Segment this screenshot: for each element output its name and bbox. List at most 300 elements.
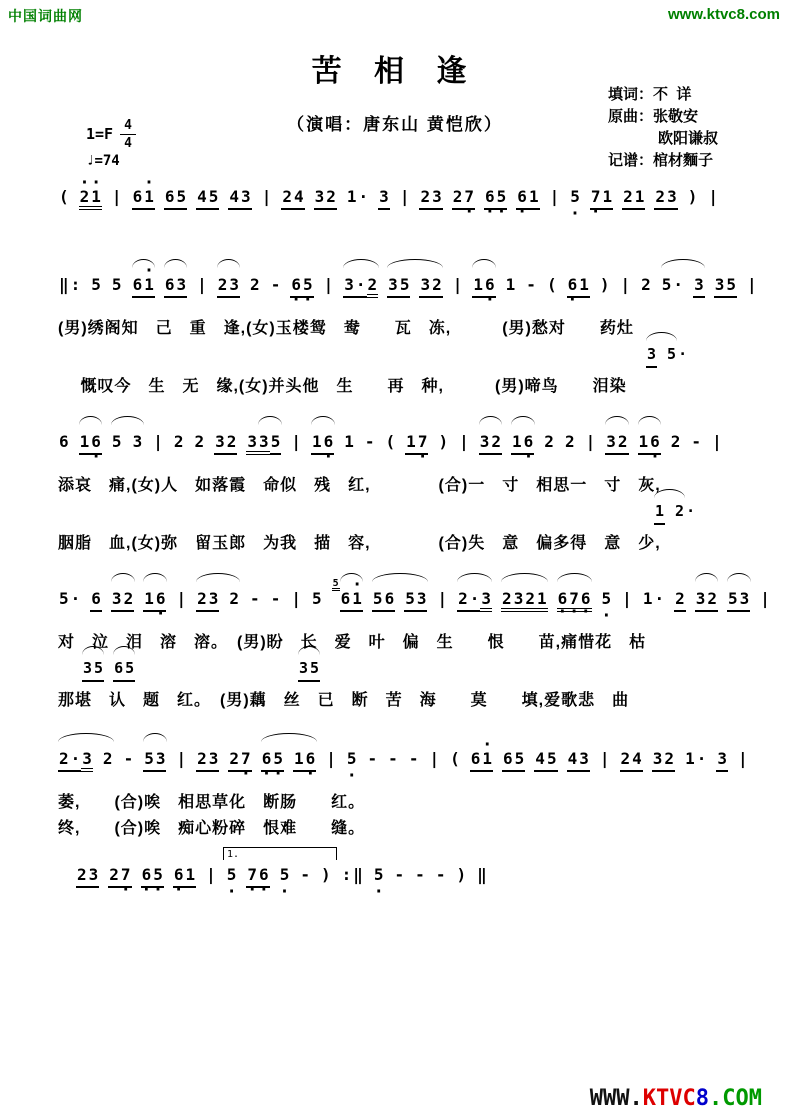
- note-cell: -: [270, 589, 281, 608]
- slur-arc: [164, 259, 187, 268]
- notation-line: [58, 848, 758, 902]
- note-gap: [470, 431, 479, 455]
- barline: |: [176, 589, 187, 608]
- note-cell: -: [435, 865, 446, 884]
- note-gap: [555, 431, 564, 455]
- footer-ktvc: KTVC: [642, 1086, 696, 1111]
- note-cell: 2: [229, 589, 240, 608]
- note-gap: [155, 186, 164, 210]
- note-gap: [576, 431, 585, 455]
- note-cell: 3: [714, 274, 726, 298]
- site-url-link[interactable]: www.ktvc8.com: [668, 6, 780, 23]
- lyrics-line-verse2: 那堪 认 题 红。 (男)藕 丝 已 断 苦 海 莫 填,爱歌悲 曲: [58, 692, 630, 709]
- footer-watermark[interactable]: [590, 1086, 762, 1111]
- note-cell: 5 ·: [272, 748, 284, 772]
- note-gap: [581, 186, 590, 210]
- note-cell: 3: [378, 186, 390, 210]
- notation-line: [58, 572, 770, 626]
- lyrics-line-verse1: 萎, (合)唉 相思草化 断肠 红。: [58, 794, 366, 811]
- credit-line: 原曲：张敬安: [608, 108, 699, 125]
- note-cell: 5 ·: [346, 748, 358, 772]
- note-cell: 5 ·: [279, 864, 291, 888]
- note-cell: 2: [564, 432, 575, 451]
- slur-arc: [501, 573, 548, 582]
- note-cell: 2: [196, 748, 208, 772]
- note-gap: [302, 588, 311, 612]
- note-gap: [705, 274, 714, 298]
- note-gap: [311, 864, 320, 888]
- note-gap: [446, 864, 455, 888]
- note-gap: [70, 186, 79, 210]
- slur-arc: [111, 416, 144, 425]
- slur-arc: [111, 573, 135, 582]
- tempo-value: =74: [94, 153, 120, 169]
- music-system-6: [58, 848, 758, 902]
- note-gap: [718, 588, 727, 612]
- note-cell: -: [364, 432, 375, 451]
- note-cell: 2: [58, 748, 70, 772]
- note-cell: 2: [217, 274, 229, 298]
- music-system-2: [58, 258, 758, 396]
- note-cell: 4: [293, 186, 305, 210]
- note-gap: [707, 748, 716, 772]
- note-cell: 2: [250, 275, 260, 294]
- alternate-notes-snippet: [654, 489, 696, 525]
- barline: |: [622, 589, 632, 608]
- note-gap: [525, 748, 534, 772]
- note-gap: [378, 274, 387, 298]
- barline: |: [437, 589, 448, 608]
- note-cell: 1: [578, 274, 590, 298]
- alternate-notes-row: [58, 495, 758, 527]
- note-cell: ·: [358, 187, 369, 206]
- note-gap: [102, 274, 111, 298]
- time-signature: [120, 118, 136, 150]
- note-gap: [652, 274, 661, 298]
- note-cell: · 2: [79, 186, 91, 210]
- quarter-note-icon: ♩: [86, 153, 95, 169]
- note-cell: ·: [678, 345, 688, 363]
- slur-arc: [258, 416, 282, 425]
- note-cell: 5 ·: [601, 588, 613, 612]
- note-gap: [463, 274, 472, 298]
- note-cell: 5: [661, 275, 672, 294]
- note-cell: 2: [431, 274, 443, 298]
- note-gap: [507, 186, 516, 210]
- note-cell: 3: [132, 432, 143, 451]
- note-cell: 3: [513, 588, 525, 612]
- note-cell: 2: [670, 432, 681, 451]
- note-gap: [702, 431, 711, 455]
- note-gap: [369, 186, 378, 210]
- slur-arc: [479, 416, 502, 425]
- note-gap: [184, 431, 193, 455]
- slur-arc: [727, 573, 751, 582]
- note-cell: 6 ·: [516, 186, 528, 210]
- note-cell: 3: [480, 588, 492, 612]
- slur-arc: [638, 416, 661, 425]
- barline: ‖: [353, 865, 363, 884]
- footer-www: WWW.: [589, 1086, 643, 1111]
- note-cell: 3: [240, 186, 252, 210]
- note-cell: 6 ·: [557, 588, 569, 612]
- note-cell: ·: [70, 589, 81, 608]
- time-signature-numerator: 4: [120, 118, 136, 135]
- note-cell: :: [70, 275, 81, 294]
- note-gap: [123, 431, 132, 455]
- note-gap: [410, 186, 419, 210]
- note-cell: 3: [695, 588, 707, 612]
- note-gap: [684, 274, 693, 298]
- slur-arc: [58, 733, 114, 742]
- note-cell: 2: [108, 864, 120, 888]
- note-cell: 5: [546, 748, 558, 772]
- note-cell: 5 ·: [302, 274, 314, 298]
- note-cell: 3: [343, 274, 355, 298]
- note-cell: ): [687, 187, 698, 206]
- note-cell: 3: [431, 186, 443, 210]
- music-system-3: [58, 415, 758, 553]
- note-cell: -: [691, 432, 702, 451]
- note-gap: [187, 748, 196, 772]
- note-cell: 2: [281, 186, 293, 210]
- note-cell: 7 ·: [568, 588, 580, 612]
- note-gap: [633, 588, 642, 612]
- note-cell: 2: [490, 431, 502, 455]
- slur-arc: [343, 259, 379, 268]
- note-gap: [665, 588, 674, 612]
- alternate-notes-snippet: [298, 646, 320, 682]
- note-gap: [376, 431, 385, 455]
- key-signature: 1=F: [86, 125, 114, 143]
- note-cell: ·: [469, 588, 481, 612]
- note-cell: 6 ·: [323, 431, 335, 455]
- note-cell: 2: [123, 588, 135, 612]
- note-gap: [281, 274, 290, 298]
- note-gap: [123, 274, 132, 298]
- barline: |: [429, 749, 440, 768]
- slur-arc: [605, 416, 629, 425]
- music-system-1: [58, 170, 758, 224]
- song-performers: （演唱：唐东山 黄恺欣）: [287, 115, 503, 134]
- note-cell: 3: [739, 588, 751, 612]
- note-gap: [284, 748, 293, 772]
- note-cell: 1: [346, 187, 357, 206]
- slur-arc: [646, 332, 677, 341]
- lyrics-line-verse2: 终, (合)唉 痴心粉碎 恨难 缝。: [58, 820, 366, 837]
- note-gap: [67, 864, 76, 888]
- slur-arc: [695, 573, 718, 582]
- note-cell: 3: [578, 748, 590, 772]
- barline: |: [708, 187, 718, 206]
- note-cell: 2: [706, 588, 718, 612]
- note-gap: [661, 431, 670, 455]
- slur-arc: [143, 733, 167, 742]
- slur-arc: [661, 259, 705, 268]
- note-cell: 3: [479, 431, 491, 455]
- slur-arc: [79, 416, 102, 425]
- note-cell: ): [599, 275, 610, 294]
- note-cell: 2: [102, 749, 113, 768]
- slur-arc: [196, 573, 240, 582]
- note-cell: 6: [470, 748, 482, 772]
- slur-arc: [387, 259, 443, 268]
- note-cell: 1: [602, 186, 614, 210]
- slur-arc: [654, 489, 685, 498]
- note-cell: 2: [226, 431, 238, 455]
- note-gap: [405, 864, 414, 888]
- note-cell: 1: [528, 186, 540, 210]
- music-system-5: [58, 732, 758, 838]
- note-cell: (: [450, 749, 460, 768]
- note-cell: 6 ·: [261, 748, 273, 772]
- barline: |: [459, 432, 469, 451]
- note-gap: [334, 431, 343, 455]
- note-gap: [270, 864, 279, 888]
- note-cell: 1: [654, 501, 665, 525]
- note-gap: [302, 431, 311, 455]
- note-cell: 5: [93, 658, 104, 682]
- slur-arc: [511, 416, 535, 425]
- note-gap: [750, 588, 759, 612]
- first-ending-bracket: [223, 847, 337, 860]
- note-cell: 3: [605, 431, 617, 455]
- note-gap: [558, 274, 567, 298]
- note-cell: 2: [674, 588, 686, 612]
- note-cell: -: [415, 865, 425, 884]
- note-cell: 2: [501, 588, 513, 612]
- note-cell: ): [320, 865, 331, 884]
- note-cell: 3: [111, 588, 123, 612]
- note-cell: 7 ·: [120, 864, 132, 888]
- note-cell: 4: [567, 748, 579, 772]
- note-cell: 2: [419, 186, 431, 210]
- note-cell: ·: [70, 748, 82, 772]
- alternate-notes-snippet: [82, 646, 135, 682]
- note-cell: 6: [113, 658, 124, 682]
- note-cell: 2: [620, 748, 632, 772]
- note-gap: [686, 588, 695, 612]
- note-cell: 3: [208, 748, 220, 772]
- note-cell: 6 ·: [258, 864, 270, 888]
- note-gap: [461, 748, 470, 772]
- note-gap: [81, 588, 90, 612]
- note-cell: (: [385, 432, 396, 451]
- note-gap: [102, 588, 111, 612]
- key-signature-block: [86, 118, 136, 169]
- note-cell: 7 ·: [240, 748, 252, 772]
- note-gap: [443, 186, 452, 210]
- note-cell: 6 ·: [173, 864, 185, 888]
- slur-arc: [217, 259, 240, 268]
- note-gap: [440, 748, 449, 772]
- barline: |: [549, 187, 560, 206]
- note-gap: [166, 588, 175, 612]
- note-cell: 2: [654, 186, 666, 210]
- note-gap: [261, 588, 270, 612]
- note-gap: [240, 274, 249, 298]
- note-gap: [611, 274, 620, 298]
- slur-arc: [472, 259, 496, 268]
- slur-arc: [143, 573, 167, 582]
- note-cell: 1: [642, 589, 653, 608]
- note-cell: 3: [666, 186, 678, 210]
- note-cell: 5: [399, 274, 411, 298]
- note-gap: [613, 186, 622, 210]
- site-logo-text[interactable]: 中国词曲网: [8, 8, 83, 24]
- note-cell: -: [250, 589, 260, 608]
- note-gap: [426, 864, 435, 888]
- note-gap: [334, 274, 343, 298]
- credit-line: 填词：不 详: [608, 86, 692, 103]
- note-cell: 4: [534, 748, 546, 772]
- note-gap: [187, 186, 196, 210]
- note-gap: [261, 274, 270, 298]
- note-gap: [390, 186, 399, 210]
- note-gap: [237, 864, 246, 888]
- slur-arc: [557, 573, 592, 582]
- music-system-4: [58, 572, 770, 710]
- note-gap: [643, 748, 652, 772]
- note-cell: 1: [293, 748, 305, 772]
- note-cell: 2: [544, 432, 554, 451]
- note-gap: [305, 186, 314, 210]
- barline: |: [452, 275, 463, 294]
- barline: |: [111, 187, 122, 206]
- barline: |: [176, 749, 187, 768]
- note-gap: [428, 431, 437, 455]
- note-gap: [99, 864, 108, 888]
- note-gap: [540, 186, 549, 210]
- note-cell: 2: [452, 186, 464, 210]
- note-gap: [645, 186, 654, 210]
- note-cell: 1: [505, 275, 516, 294]
- note-gap: [560, 186, 569, 210]
- note-gap: [537, 274, 546, 298]
- note-gap: [396, 431, 405, 455]
- note-cell: 1: [79, 431, 91, 455]
- note-gap: [590, 748, 599, 772]
- note-gap: [449, 431, 458, 455]
- barline: |: [153, 432, 163, 451]
- note-cell: 6 ·: [141, 864, 153, 888]
- note-cell: 6: [59, 432, 69, 451]
- note-gap: [58, 864, 67, 888]
- note-gap: [337, 186, 346, 210]
- note-cell: 6: [502, 748, 514, 772]
- note-gap: [134, 588, 143, 612]
- note-cell: 2: [194, 432, 205, 451]
- note-gap: [252, 186, 261, 210]
- note-gap: [281, 588, 290, 612]
- note-cell: 6 ·: [290, 274, 302, 298]
- note-gap: [737, 274, 746, 298]
- note-cell: 2: [641, 275, 651, 294]
- note-gap: [675, 748, 684, 772]
- note-cell: -: [270, 275, 281, 294]
- note-gap: [316, 748, 325, 772]
- note-gap: [596, 431, 605, 455]
- note-cell: 6: [384, 588, 396, 612]
- note-gap: [475, 186, 484, 210]
- lyrics-line-verse1: 添哀 痛,(女)人 如落霞 命似 残 红, (合)一 寸 相思一 寸 灰,: [58, 477, 661, 494]
- slur-arc: [372, 573, 428, 582]
- note-gap: [217, 864, 226, 888]
- alternate-notes-row: [58, 652, 758, 684]
- note-cell: 2: [76, 864, 88, 888]
- note-cell: 1: [511, 431, 523, 455]
- note-gap: [443, 274, 452, 298]
- note-cell: 7 ·: [590, 186, 602, 210]
- note-cell: 1: [143, 588, 155, 612]
- note-cell: 7 ·: [417, 431, 429, 455]
- note-cell: (: [59, 187, 69, 206]
- note-cell: 5: [514, 748, 526, 772]
- note-cell: -: [123, 749, 134, 768]
- volta-number: 1.: [227, 849, 240, 860]
- note-gap: [166, 748, 175, 772]
- note-gap: [502, 431, 511, 455]
- note-gap: [281, 431, 290, 455]
- note-gap: [164, 864, 173, 888]
- note-gap: [219, 748, 228, 772]
- note-cell: 1: [405, 431, 417, 455]
- note-gap: [337, 748, 346, 772]
- footer-8: 8: [695, 1086, 710, 1111]
- note-cell: 5: [208, 186, 220, 210]
- note-cell: 6: [132, 186, 144, 210]
- note-cell: :: [341, 865, 352, 884]
- note-cell: 3: [208, 588, 220, 612]
- note-gap: [363, 588, 372, 612]
- note-gap: [678, 186, 687, 210]
- note-cell: 6 ·: [523, 431, 535, 455]
- note-cell: 3: [81, 748, 93, 772]
- note-gap: [143, 431, 152, 455]
- note-cell: 5: [404, 588, 416, 612]
- notation-line: [58, 258, 758, 312]
- note-cell: 3: [214, 431, 226, 455]
- note-cell: 5 ·: [569, 186, 581, 210]
- note-cell: -: [408, 749, 419, 768]
- note-cell: · 1: [143, 186, 155, 210]
- note-cell: 2: [196, 588, 208, 612]
- note-gap: [290, 864, 299, 888]
- note-gap: [665, 501, 674, 525]
- note-cell: 3: [314, 186, 326, 210]
- note-cell: 6: [340, 588, 352, 612]
- note-cell: 3: [419, 274, 431, 298]
- barline: |: [291, 432, 301, 451]
- note-cell: 6: [164, 274, 176, 298]
- note-cell: 6 ·: [484, 186, 496, 210]
- note-cell: 5: [309, 658, 320, 682]
- note-gap: [81, 274, 90, 298]
- note-cell: 2: [173, 432, 184, 451]
- note-gap: [272, 186, 281, 210]
- note-cell: 3: [387, 274, 399, 298]
- note-cell: 5: [143, 748, 155, 772]
- alternate-notes-row: [58, 338, 758, 370]
- note-cell: · 1: [143, 274, 155, 298]
- note-gap: [252, 748, 261, 772]
- note-cell: 6: [164, 186, 176, 210]
- barline: |: [399, 187, 410, 206]
- note-gap: [104, 658, 113, 682]
- note-gap: [419, 748, 428, 772]
- credit-line: 记谱：棺材麵子: [608, 152, 714, 169]
- note-cell: 4: [228, 186, 240, 210]
